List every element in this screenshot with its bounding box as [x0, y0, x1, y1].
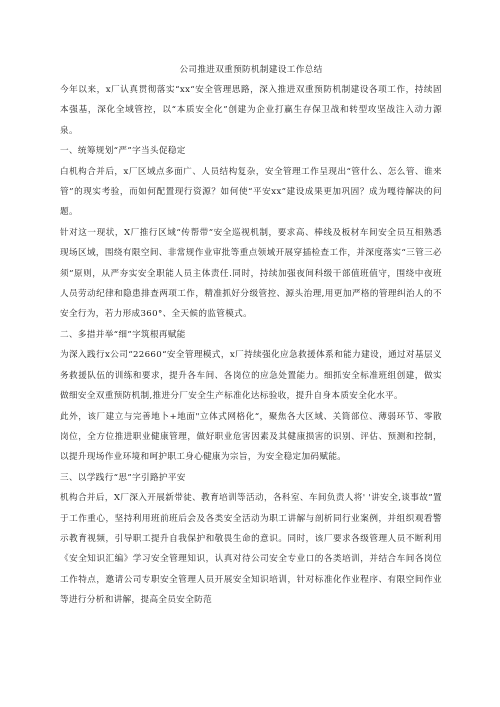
paragraph-section-3-a: 机构合并后，X厂深入开展新带徒、教育培训等活动，各科室、车间负责人将' '讲安全,谈事故”置于工作重心，坚持利用班前班后会及各类安全活动为职工讲解与剖析同行业案例，并组织观看警示教育视频，引导职工提升自我保护和敬畏生命的意识。同时，该厂要求各级管理人员不断利用《安全知识汇编》学习安全管理知识，认真对待公司安全专业口的各类培训，并结合车间各岗位工作特点，邀请公司专职安全管理人员开展安全知识培训，针对标准化作业程序、有限空间作业等进行分析和讲解，提高全员安全防范 — [60, 493, 442, 606]
paragraph-section-2-b: 此外，该厂建立与完善地卜+地面"立体式网格化“，聚焦各大区域、关筒部位、薄弱环节、零散岗位，全方位推进职业健康管理，做好职业危害因素及其健康损害的识别、评估、预测和控制，以提升现场作业环境和呵护职工身心健康为宗旨，为安全稳定加码赋能。 — [60, 411, 442, 463]
paragraph-section-1-b: 针对这一现状，X厂推行区域“传帮带”安全巡视机制，要求高、棒线及板材车间安全员互相熟悉现场区域，围绕有限空间、非常规作业审批等重点领域开展穿插检查工作，并深度落实“三管三必须”原则，从严夯实安全职能人员主体责任.同时，持续加强夜间科级干部值班值守，围绕中夜班人员劳动纪律和隐患排查两项工作，精准抓好分级管控、源头治理,用更加严格的管理纠治人的不安全行为，若力形成360°、全天候的监管模式。 — [60, 227, 442, 320]
paragraph-section-2-a: 为深入践行x公司“22660“安全管理模式，x厂持续强化应急救援体系和能力建设，通过对基层义务救援队伍的训练和要求，提升各车间、各岗位的应急处置能力。细抓安全标准班组创建，做实做细安全双重预防机制,推进分厂安全生产标准化达标验收，提升自身本质安全化水平。 — [60, 350, 442, 402]
document-page — [60, 60, 442, 611]
section-heading-3: 三、以学践行“思”字引路护平安 — [60, 472, 186, 483]
paragraph-intro: 今年以来，x厂认真贯彻落实“xx“安全管理思路，深入推进双重预防机制建设各项工作，持续固本强基，深化全域管控，以“本质安全化”创建为企业打赢生存保卫战和转型攻坚战注入动力源泉。 — [60, 85, 442, 136]
paragraph-section-1-a: 白机构合并后，x厂区域点多面广、人员结构复杂，安全管理工作呈现出“管什么、怎么管、谁来管”的现实考验，而如何配置现行资源？如何使“平安xx”建设成果更加巩固？成为嘎待解决的问题。 — [60, 166, 442, 218]
document-title: 公司推进双重预防机制建设工作总结 — [179, 65, 323, 75]
section-heading-2: 二、多措并举“细”字筑根再赋能 — [60, 329, 186, 340]
section-heading-1: 一、统筹规划“严”字当头促稳定 — [60, 146, 186, 157]
